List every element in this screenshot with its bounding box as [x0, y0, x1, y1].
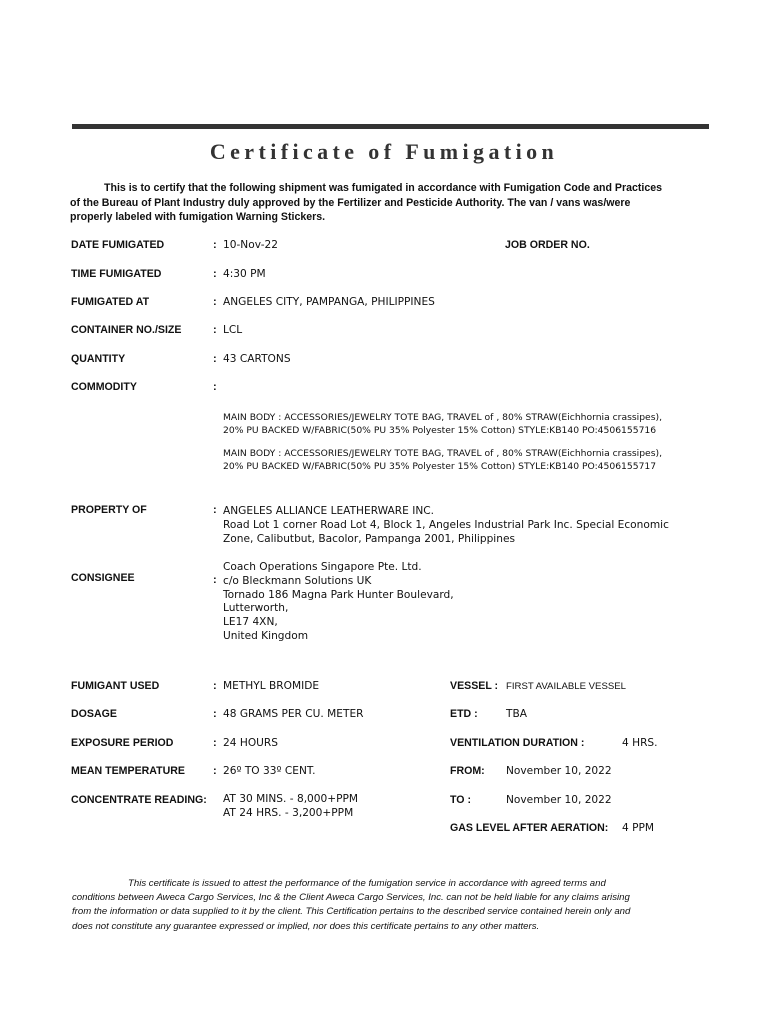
- commodity-item-line: 20% PU BACKED W/FABRIC(50% PU 35% Polyester 15% Cotton) STYLE:KB140 PO:4506155716: [223, 425, 657, 436]
- colon: :: [213, 353, 217, 365]
- address-line: c/o Bleckmann Solutions UK: [223, 574, 372, 587]
- consignee-address: [223, 561, 454, 644]
- colon: :: [213, 381, 217, 393]
- etd-label: ETD :: [450, 708, 478, 720]
- ventilation-duration-label: VENTILATION DURATION :: [450, 737, 585, 749]
- commodity-label: COMMODITY: [71, 381, 137, 393]
- gas-level-value: 4 PPM: [622, 822, 655, 834]
- container-label: CONTAINER NO./SIZE: [71, 324, 182, 336]
- quantity-label: QUANTITY: [71, 353, 126, 365]
- address-line: Road Lot 1 corner Road Lot 4, Block 1, Angeles Industrial Park Inc. Special Economic: [223, 518, 669, 531]
- property-of-address: [223, 505, 669, 546]
- quantity-value: 43 CARTONS: [223, 353, 291, 365]
- vessel-value: FIRST AVAILABLE VESSEL: [506, 681, 626, 692]
- exposure-period-value: 24 HOURS: [223, 737, 278, 749]
- dosage-value: 48 GRAMS PER CU. METER: [223, 708, 364, 720]
- colon: :: [213, 324, 217, 336]
- mean-temperature-label: MEAN TEMPERATURE: [71, 765, 185, 777]
- commodity-item-line: MAIN BODY : ACCESSORIES/JEWELRY TOTE BAG, TRAVEL of , 80% STRAW(Eichhornia crassipes),: [223, 412, 662, 423]
- address-line: Zone, Calibutbut, Bacolor, Pampanga 2001, Philippines: [223, 532, 515, 545]
- dosage-label: DOSAGE: [71, 708, 117, 720]
- concentrate-reading-label: CONCENTRATE READING:: [71, 794, 207, 806]
- vessel-label: VESSEL :: [450, 680, 499, 692]
- commodity-item-line: 20% PU BACKED W/FABRIC(50% PU 35% Polyester 15% Cotton) STYLE:KB140 PO:4506155717: [223, 461, 657, 472]
- fumigated-at-label: FUMIGATED AT: [71, 296, 150, 308]
- colon: :: [213, 504, 217, 516]
- gas-level-label: GAS LEVEL AFTER AERATION:: [450, 822, 609, 834]
- commodity-item-1: [223, 411, 662, 437]
- fumigated-at-value: ANGELES CITY, PAMPANGA, PHILIPPINES: [223, 296, 435, 308]
- consignee-label: CONSIGNEE: [71, 572, 135, 584]
- commodity-item-2: [223, 447, 662, 473]
- date-fumigated-label: DATE FUMIGATED: [71, 239, 165, 251]
- time-fumigated-label: TIME FUMIGATED: [71, 268, 162, 280]
- from-label: FROM:: [450, 765, 485, 777]
- intro-paragraph: This is to certify that the following shipment was fumigated in accordance with Fumigation Code and Practices of the Bureau of Plant Industry duly approved by the Fertilizer and Pesticide Authority. The van / vans was/were properly labeled with fumigation Warning Stickers.: [70, 182, 663, 223]
- mean-temperature-value: 26º TO 33º CENT.: [223, 765, 316, 777]
- concentrate-reading-line: AT 24 HRS. - 3,200+PPM: [223, 806, 354, 819]
- date-fumigated-value: 10-Nov-22: [223, 239, 278, 251]
- concentrate-reading-values: [223, 793, 358, 821]
- address-line: Lutterworth,: [223, 602, 289, 615]
- exposure-period-label: EXPOSURE PERIOD: [71, 737, 174, 749]
- to-label: TO :: [450, 794, 471, 806]
- address-line: United Kingdom: [223, 629, 309, 642]
- fumigant-used-label: FUMIGANT USED: [71, 680, 160, 692]
- time-fumigated-value: 4:30 PM: [223, 268, 266, 280]
- address-line: ANGELES ALLIANCE LEATHERWARE INC.: [223, 505, 435, 517]
- from-value: November 10, 2022: [506, 765, 612, 777]
- colon: :: [213, 296, 217, 308]
- colon: :: [213, 239, 217, 251]
- ventilation-duration-value: 4 HRS.: [622, 737, 658, 749]
- disclaimer-paragraph: This certificate is issued to attest the performance of the fumigation service in accordance with agreed terms and conditions between Aweca Cargo Services, Inc & the Client Aweca Cargo Services, Inc. can not be held liable for any claims arising from the information or data supplied to it by the client. This Certification pertains to the described service contained herein only and does not constitute any guarantee expressed or implied, nor does this certificate pertains to any other matters.: [72, 878, 631, 932]
- etd-value: TBA: [506, 708, 527, 720]
- document-title: Certificate of Fumigation: [209, 139, 559, 164]
- colon: :: [213, 737, 217, 749]
- fumigant-used-value: METHYL BROMIDE: [223, 680, 320, 692]
- to-value: November 10, 2022: [506, 794, 612, 806]
- address-line: Tornado 186 Magna Park Hunter Boulevard,: [223, 588, 454, 601]
- job-order-label: JOB ORDER NO.: [505, 239, 590, 251]
- colon: :: [213, 268, 217, 280]
- commodity-item-line: MAIN BODY : ACCESSORIES/JEWELRY TOTE BAG, TRAVEL of , 80% STRAW(Eichhornia crassipes),: [223, 448, 662, 459]
- colon: :: [213, 680, 217, 692]
- property-of-label: PROPERTY OF: [71, 504, 147, 516]
- colon: :: [213, 765, 217, 777]
- address-line: Coach Operations Singapore Pte. Ltd.: [223, 561, 422, 573]
- top-rule: [72, 124, 709, 129]
- container-value: LCL: [223, 324, 243, 336]
- colon: :: [213, 708, 217, 720]
- colon: :: [213, 574, 217, 586]
- concentrate-reading-line: AT 30 MINS. - 8,000+PPM: [223, 793, 359, 805]
- address-line: LE17 4XN,: [223, 616, 278, 629]
